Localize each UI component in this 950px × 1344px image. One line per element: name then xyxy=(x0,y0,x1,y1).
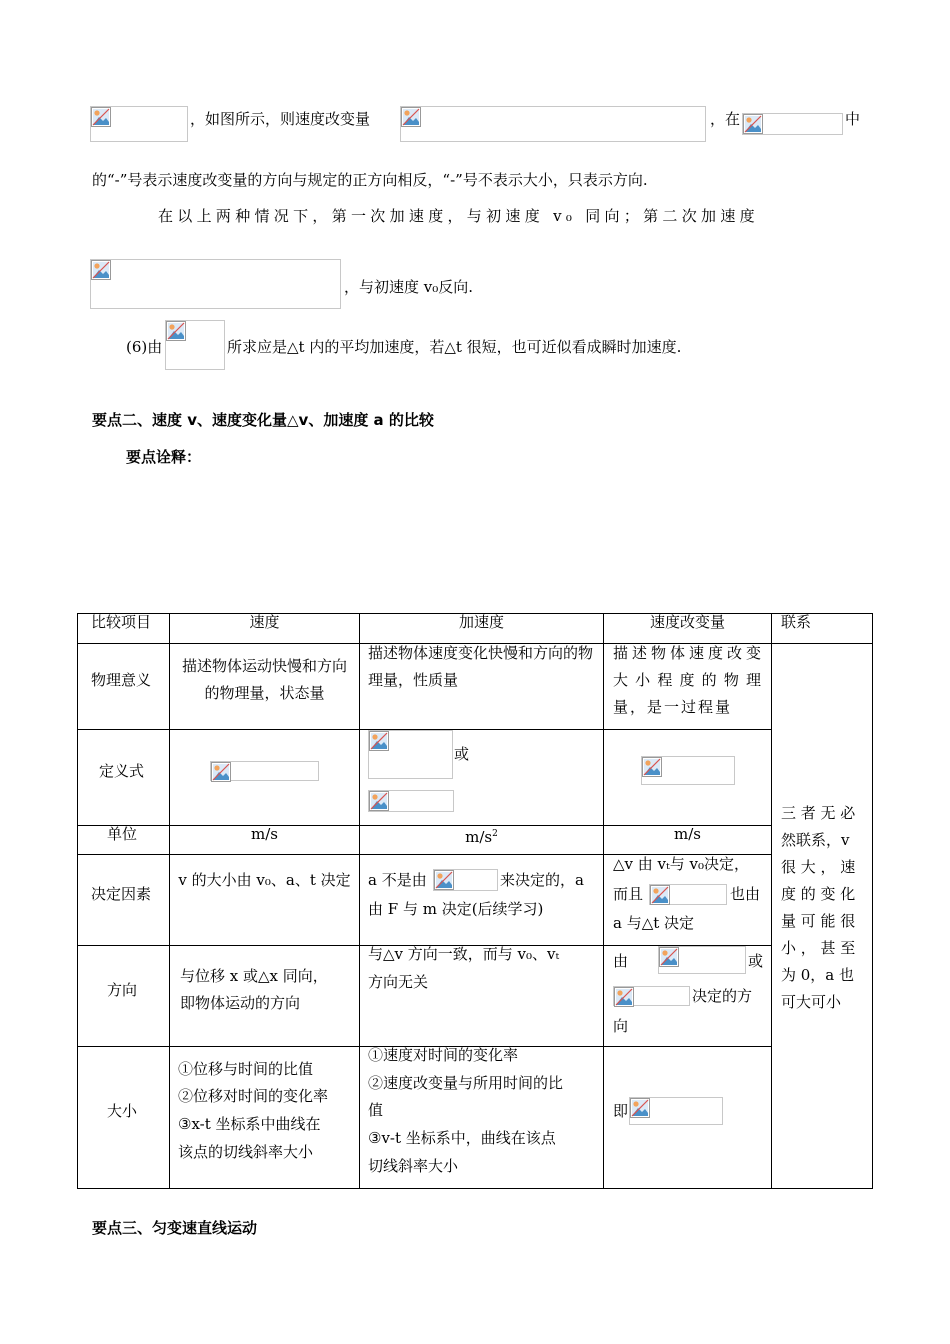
table-cell: 由 xyxy=(613,952,629,970)
table-cell: △v 由 vₜ与 v₀决定， xyxy=(613,855,749,873)
table-cell: a 与△t 决定 xyxy=(613,914,695,932)
table-cell: ③v-t 坐标系中，曲线在该点 xyxy=(368,1129,556,1147)
intro-text: 的“-”号表示速度改变量的方向与规定的正方向相反，“-”号不表示大小，只表示方向. xyxy=(92,171,648,189)
formula-image xyxy=(90,106,188,142)
section-heading: 要点三、匀变速直线运动 xyxy=(92,1219,258,1237)
broken-image-icon xyxy=(630,1098,650,1118)
broken-image-icon xyxy=(650,885,670,905)
relation-line: 度 的 变 化 xyxy=(781,885,856,903)
section-heading: 要点二、速度 v、速度变化量△v、加速度 a 的比较 xyxy=(92,411,434,429)
relation-line: 为 0，a 也 xyxy=(781,966,855,984)
formula-image xyxy=(649,884,727,905)
broken-image-icon xyxy=(401,107,421,127)
intro-text: 中 xyxy=(845,110,861,128)
table-header: 速度改变量 xyxy=(649,613,725,631)
formula-image xyxy=(641,756,735,785)
table-cell: ①位移与时间的比值 xyxy=(178,1060,314,1078)
row-label: 单位 xyxy=(107,825,138,843)
broken-image-icon xyxy=(91,260,111,280)
table-cell: 描述物体速度改变大小程度的物理量，是一过程量 xyxy=(613,644,763,716)
table-cell: 切线斜率大小 xyxy=(368,1157,459,1175)
table-cell: 描述物体速度变化快慢和方向的物理量，性质量 xyxy=(368,644,594,689)
relation-line: 三 者 无 必 xyxy=(781,804,856,822)
relation-line: 很 大 ， 速 xyxy=(781,858,856,876)
formula-image xyxy=(368,790,454,812)
relation-line: 量 可 能 很 xyxy=(781,912,856,930)
broken-image-icon xyxy=(211,762,231,782)
intro-text: 所求应是△t 内的平均加速度，若△t 很短，也可近似看成瞬时加速度. xyxy=(227,338,682,356)
formula-image xyxy=(613,986,690,1006)
intro-text: 在以上两种情况下，第一次加速度，与初速度 v₀ 同向；第二次加速度 xyxy=(158,207,759,225)
relation-line: 可大可小 xyxy=(781,993,842,1011)
intro-text: (6)由 xyxy=(126,338,163,356)
table-cell: 来决定的，a xyxy=(500,871,584,889)
table-cell: 也由 xyxy=(730,885,761,903)
table-cell: m/s xyxy=(251,825,278,843)
relation-line: 然联系，v xyxy=(781,831,850,849)
table-cell: ②速度改变量与所用时间的比 xyxy=(368,1074,564,1092)
unit-exponent: 2 xyxy=(492,829,498,839)
table-cell: 描述物体运动快慢和方向的物理量，状态量 xyxy=(181,657,347,702)
formula-image xyxy=(658,946,746,974)
table-cell: 即 xyxy=(613,1102,629,1120)
table-cell: m/s xyxy=(674,825,701,843)
table-cell: ②位移对时间的变化率 xyxy=(178,1087,329,1105)
row-label: 定义式 xyxy=(99,762,145,780)
broken-image-icon xyxy=(614,987,634,1007)
table-cell: 该点的切线斜率大小 xyxy=(178,1143,314,1161)
relation-cell xyxy=(781,800,864,1016)
broken-image-icon xyxy=(434,870,454,890)
broken-image-icon xyxy=(91,107,111,127)
table-header: 加速度 xyxy=(458,613,504,631)
table-cell: ①速度对时间的变化率 xyxy=(368,1046,519,1064)
row-label: 方向 xyxy=(107,981,138,999)
row-label: 大小 xyxy=(107,1102,138,1120)
table-cell: a 不是由 xyxy=(368,871,427,889)
formula-image xyxy=(742,113,843,135)
section-subheading: 要点诠释： xyxy=(126,448,202,466)
table-cell: 或 xyxy=(748,952,764,970)
table-header: 比较项目 xyxy=(91,613,152,631)
table-cell: 由 F 与 m 决定(后续学习) xyxy=(368,900,544,918)
table-cell: 值 xyxy=(368,1101,384,1119)
table-cell: 而且 xyxy=(613,885,644,903)
formula-image xyxy=(210,761,319,781)
formula-image xyxy=(400,106,706,142)
unit-text: m/s xyxy=(465,828,493,846)
row-label: 物理意义 xyxy=(91,671,152,689)
formula-image xyxy=(165,320,225,370)
table-cell xyxy=(360,821,603,851)
table-cell: 决定的方 xyxy=(692,987,753,1005)
table-cell: 与△v 方向一致，而与 v₀、vₜ xyxy=(368,945,560,963)
formula-image xyxy=(433,869,498,891)
table-cell: ③x-t 坐标系中曲线在 xyxy=(178,1115,321,1133)
broken-image-icon xyxy=(743,114,763,134)
table-header: 速度 xyxy=(249,613,280,631)
formula-image xyxy=(629,1097,723,1125)
table-header: 联系 xyxy=(781,613,812,631)
table-cell: v 的大小由 v₀、a、t 决定 xyxy=(178,871,351,889)
row-label: 决定因素 xyxy=(91,885,152,903)
relation-line: 小 ， 甚 至 xyxy=(781,939,856,957)
broken-image-icon xyxy=(369,791,389,811)
table-cell: 与位移 x 或△x 同向， xyxy=(180,967,328,985)
broken-image-icon xyxy=(369,731,389,751)
formula-image xyxy=(90,259,341,309)
broken-image-icon xyxy=(642,757,662,777)
table-cell: 向 xyxy=(613,1017,629,1035)
table-cell: 即物体运动的方向 xyxy=(180,994,301,1012)
formula-image xyxy=(368,730,453,779)
intro-text: ，与初速度 v₀反向. xyxy=(344,278,474,296)
intro-text: ，如图所示，则速度改变量 xyxy=(190,110,371,128)
broken-image-icon xyxy=(659,947,679,967)
broken-image-icon xyxy=(166,321,186,341)
table-cell: 方向无关 xyxy=(368,973,429,991)
table-cell: 或 xyxy=(454,745,470,763)
intro-text: ，在 xyxy=(710,110,741,128)
